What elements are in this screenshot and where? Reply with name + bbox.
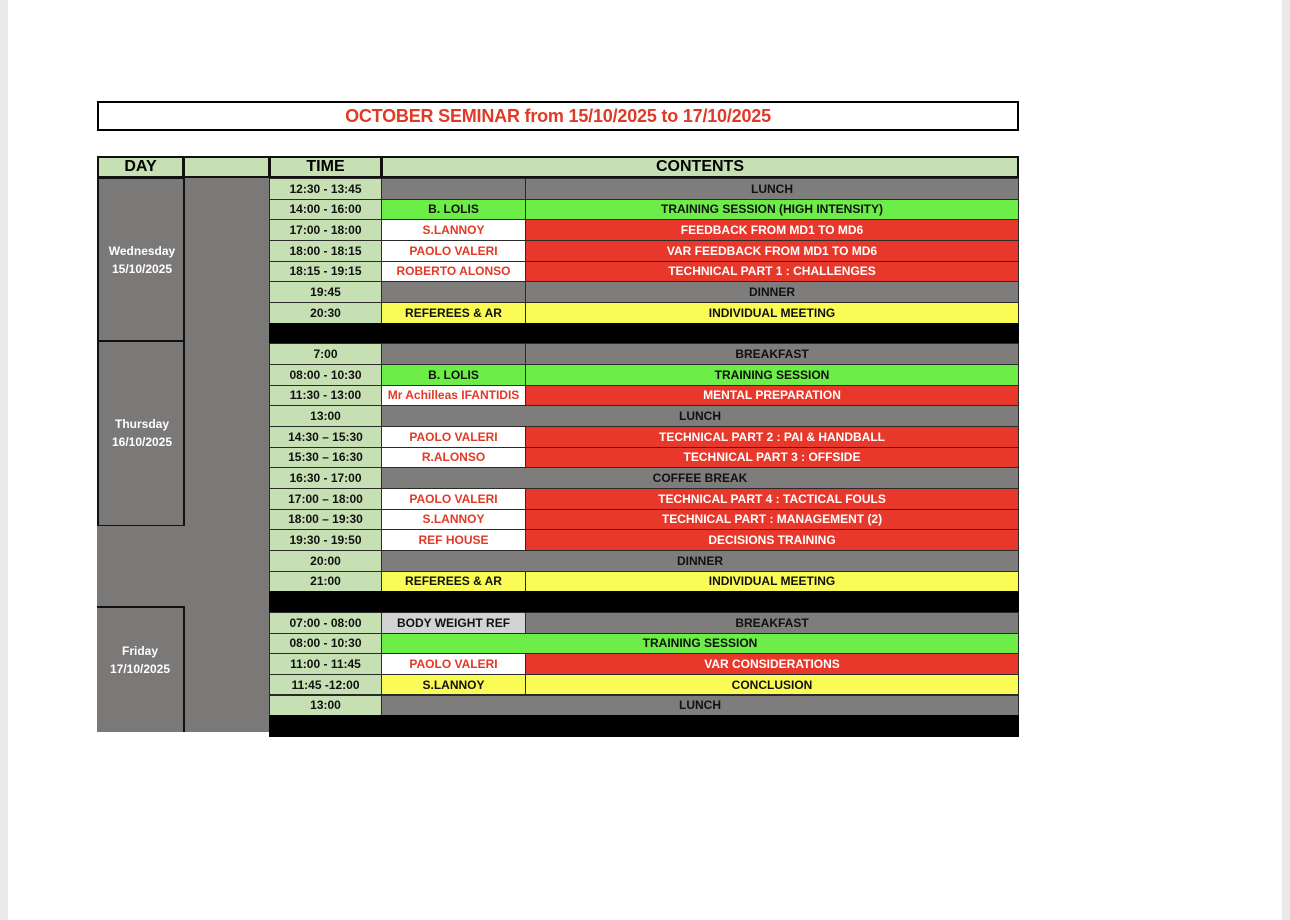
row-time: 12:30 - 13:45 [269, 178, 382, 200]
day-block-thursday [97, 340, 185, 527]
row-content: VAR CONSIDERATIONS [525, 653, 1019, 675]
row-content: TRAINING SESSION [525, 364, 1019, 386]
row-content: TECHNICAL PART 2 : PAI & HANDBALL [525, 426, 1019, 448]
row-speaker: PAOLO VALERI [381, 653, 526, 675]
header-day: DAY [97, 156, 184, 178]
row-speaker: BODY WEIGHT REF [381, 612, 526, 634]
row-content: TECHNICAL PART : MANAGEMENT (2) [525, 509, 1019, 531]
row-time: 17:00 – 18:00 [269, 488, 382, 510]
row-content: DINNER [525, 281, 1019, 303]
row-time: 08:00 - 10:30 [269, 633, 382, 655]
row-content: FEEDBACK FROM MD1 TO MD6 [525, 219, 1019, 241]
row-content: TECHNICAL PART 3 : OFFSIDE [525, 447, 1019, 469]
row-content: LUNCH [381, 695, 1019, 717]
row-speaker [381, 178, 526, 200]
row-content: LUNCH [525, 178, 1019, 200]
row-content: TRAINING SESSION [381, 633, 1019, 655]
row-time: 21:00 [269, 571, 382, 593]
row-time: 19:30 - 19:50 [269, 529, 382, 551]
row-time: 14:00 - 16:00 [269, 199, 382, 221]
row-content: MENTAL PREPARATION [525, 385, 1019, 407]
row-content: BREAKFAST [525, 343, 1019, 365]
row-speaker: ROBERTO ALONSO [381, 261, 526, 283]
row-time: 11:30 - 13:00 [269, 385, 382, 407]
row-time: 16:30 - 17:00 [269, 467, 382, 489]
row-content: DECISIONS TRAINING [525, 529, 1019, 551]
row-time: 11:00 - 11:45 [269, 653, 382, 675]
header-blank [183, 156, 270, 178]
day-date: 15/10/2025 [111, 262, 173, 276]
row-time: 15:30 – 16:30 [269, 447, 382, 469]
day-date: 16/10/2025 [111, 435, 173, 449]
row-content: LUNCH [381, 405, 1019, 427]
row-speaker: B. LOLIS [381, 364, 526, 386]
row-separator [269, 591, 1019, 613]
day-name: Thursday [114, 417, 169, 431]
document-page [8, 0, 1282, 920]
row-content: TECHNICAL PART 4 : TACTICAL FOULS [525, 488, 1019, 510]
row-content: BREAKFAST [525, 612, 1019, 634]
row-speaker: Mr Achilleas IFANTIDIS [381, 385, 526, 407]
row-content: INDIVIDUAL MEETING [525, 571, 1019, 593]
row-speaker: R.ALONSO [381, 447, 526, 469]
row-time: 13:00 [269, 405, 382, 427]
row-content: TECHNICAL PART 1 : CHALLENGES [525, 261, 1019, 283]
row-speaker: REFEREES & AR [381, 571, 526, 593]
day-block-friday [97, 606, 185, 732]
day-name: Wednesday [108, 244, 176, 258]
row-content: INDIVIDUAL MEETING [525, 302, 1019, 324]
row-time: 20:30 [269, 302, 382, 324]
row-speaker: PAOLO VALERI [381, 240, 526, 262]
row-speaker: S.LANNOY [381, 509, 526, 531]
day-name: Friday [121, 644, 158, 658]
row-speaker: S.LANNOY [381, 674, 526, 696]
row-speaker: S.LANNOY [381, 219, 526, 241]
row-content: DINNER [381, 550, 1019, 572]
row-time: 11:45 -12:00 [269, 674, 382, 696]
row-separator [269, 715, 1019, 737]
row-speaker: REF HOUSE [381, 529, 526, 551]
day-date: 17/10/2025 [109, 662, 171, 676]
blank-column [184, 178, 270, 732]
row-separator [269, 323, 1019, 345]
row-speaker [381, 281, 526, 303]
header-contents: CONTENTS [381, 156, 1019, 178]
day-block-wednesday [97, 177, 185, 343]
row-time: 13:00 [269, 695, 382, 717]
row-content: TRAINING SESSION (HIGH INTENSITY) [525, 199, 1019, 221]
schedule-table [97, 156, 1019, 732]
row-time: 20:00 [269, 550, 382, 572]
row-content: VAR FEEDBACK FROM MD1 TO MD6 [525, 240, 1019, 262]
row-time: 18:00 - 18:15 [269, 240, 382, 262]
row-time: 14:30 – 15:30 [269, 426, 382, 448]
day-label [97, 642, 183, 678]
row-time: 17:00 - 18:00 [269, 219, 382, 241]
row-time: 08:00 - 10:30 [269, 364, 382, 386]
row-content: COFFEE BREAK [381, 467, 1019, 489]
row-time: 18:00 – 19:30 [269, 509, 382, 531]
day-label [99, 242, 185, 278]
day-label [99, 415, 185, 451]
row-time: 19:45 [269, 281, 382, 303]
row-speaker: PAOLO VALERI [381, 426, 526, 448]
row-time: 18:15 - 19:15 [269, 261, 382, 283]
row-speaker: REFEREES & AR [381, 302, 526, 324]
row-speaker: B. LOLIS [381, 199, 526, 221]
day-block-thursday-extension [97, 526, 185, 606]
row-speaker: PAOLO VALERI [381, 488, 526, 510]
row-time: 07:00 - 08:00 [269, 612, 382, 634]
row-speaker [381, 343, 526, 365]
row-time: 7:00 [269, 343, 382, 365]
header-time: TIME [269, 156, 382, 178]
seminar-title: OCTOBER SEMINAR from 15/10/2025 to 17/10/2025 [97, 101, 1019, 131]
row-content: CONCLUSION [525, 674, 1019, 696]
